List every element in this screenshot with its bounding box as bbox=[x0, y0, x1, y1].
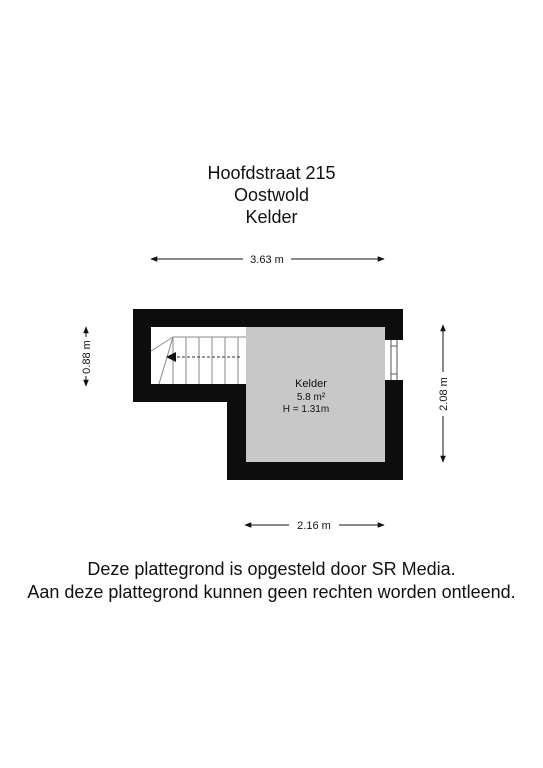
dimension-left bbox=[81, 327, 93, 386]
dimension-right bbox=[438, 325, 450, 462]
dimension-right-label: 2.08 m bbox=[438, 377, 450, 411]
disclaimer-line-2: Aan deze plattegrond kunnen geen rechten worden ontleend. bbox=[27, 582, 516, 602]
window bbox=[385, 340, 403, 380]
dimension-bottom-label: 2.16 m bbox=[297, 520, 331, 532]
room-name: Kelder bbox=[295, 378, 327, 390]
floor-title: Kelder bbox=[245, 207, 298, 227]
disclaimer bbox=[0, 558, 543, 604]
dimension-top bbox=[151, 254, 384, 266]
city-title: Oostwold bbox=[233, 185, 310, 205]
room-area: 5.8 m² bbox=[296, 392, 326, 403]
dimension-bottom bbox=[245, 520, 384, 532]
address-title: Hoofdstraat 215 bbox=[207, 163, 336, 183]
dimension-top-label: 3.63 m bbox=[250, 254, 284, 266]
room-height: H = 1.31m bbox=[282, 404, 330, 415]
dimension-left-label: 0.88 m bbox=[81, 340, 93, 374]
disclaimer-line-1: Deze plattegrond is opgesteld door SR Media. bbox=[87, 559, 456, 579]
